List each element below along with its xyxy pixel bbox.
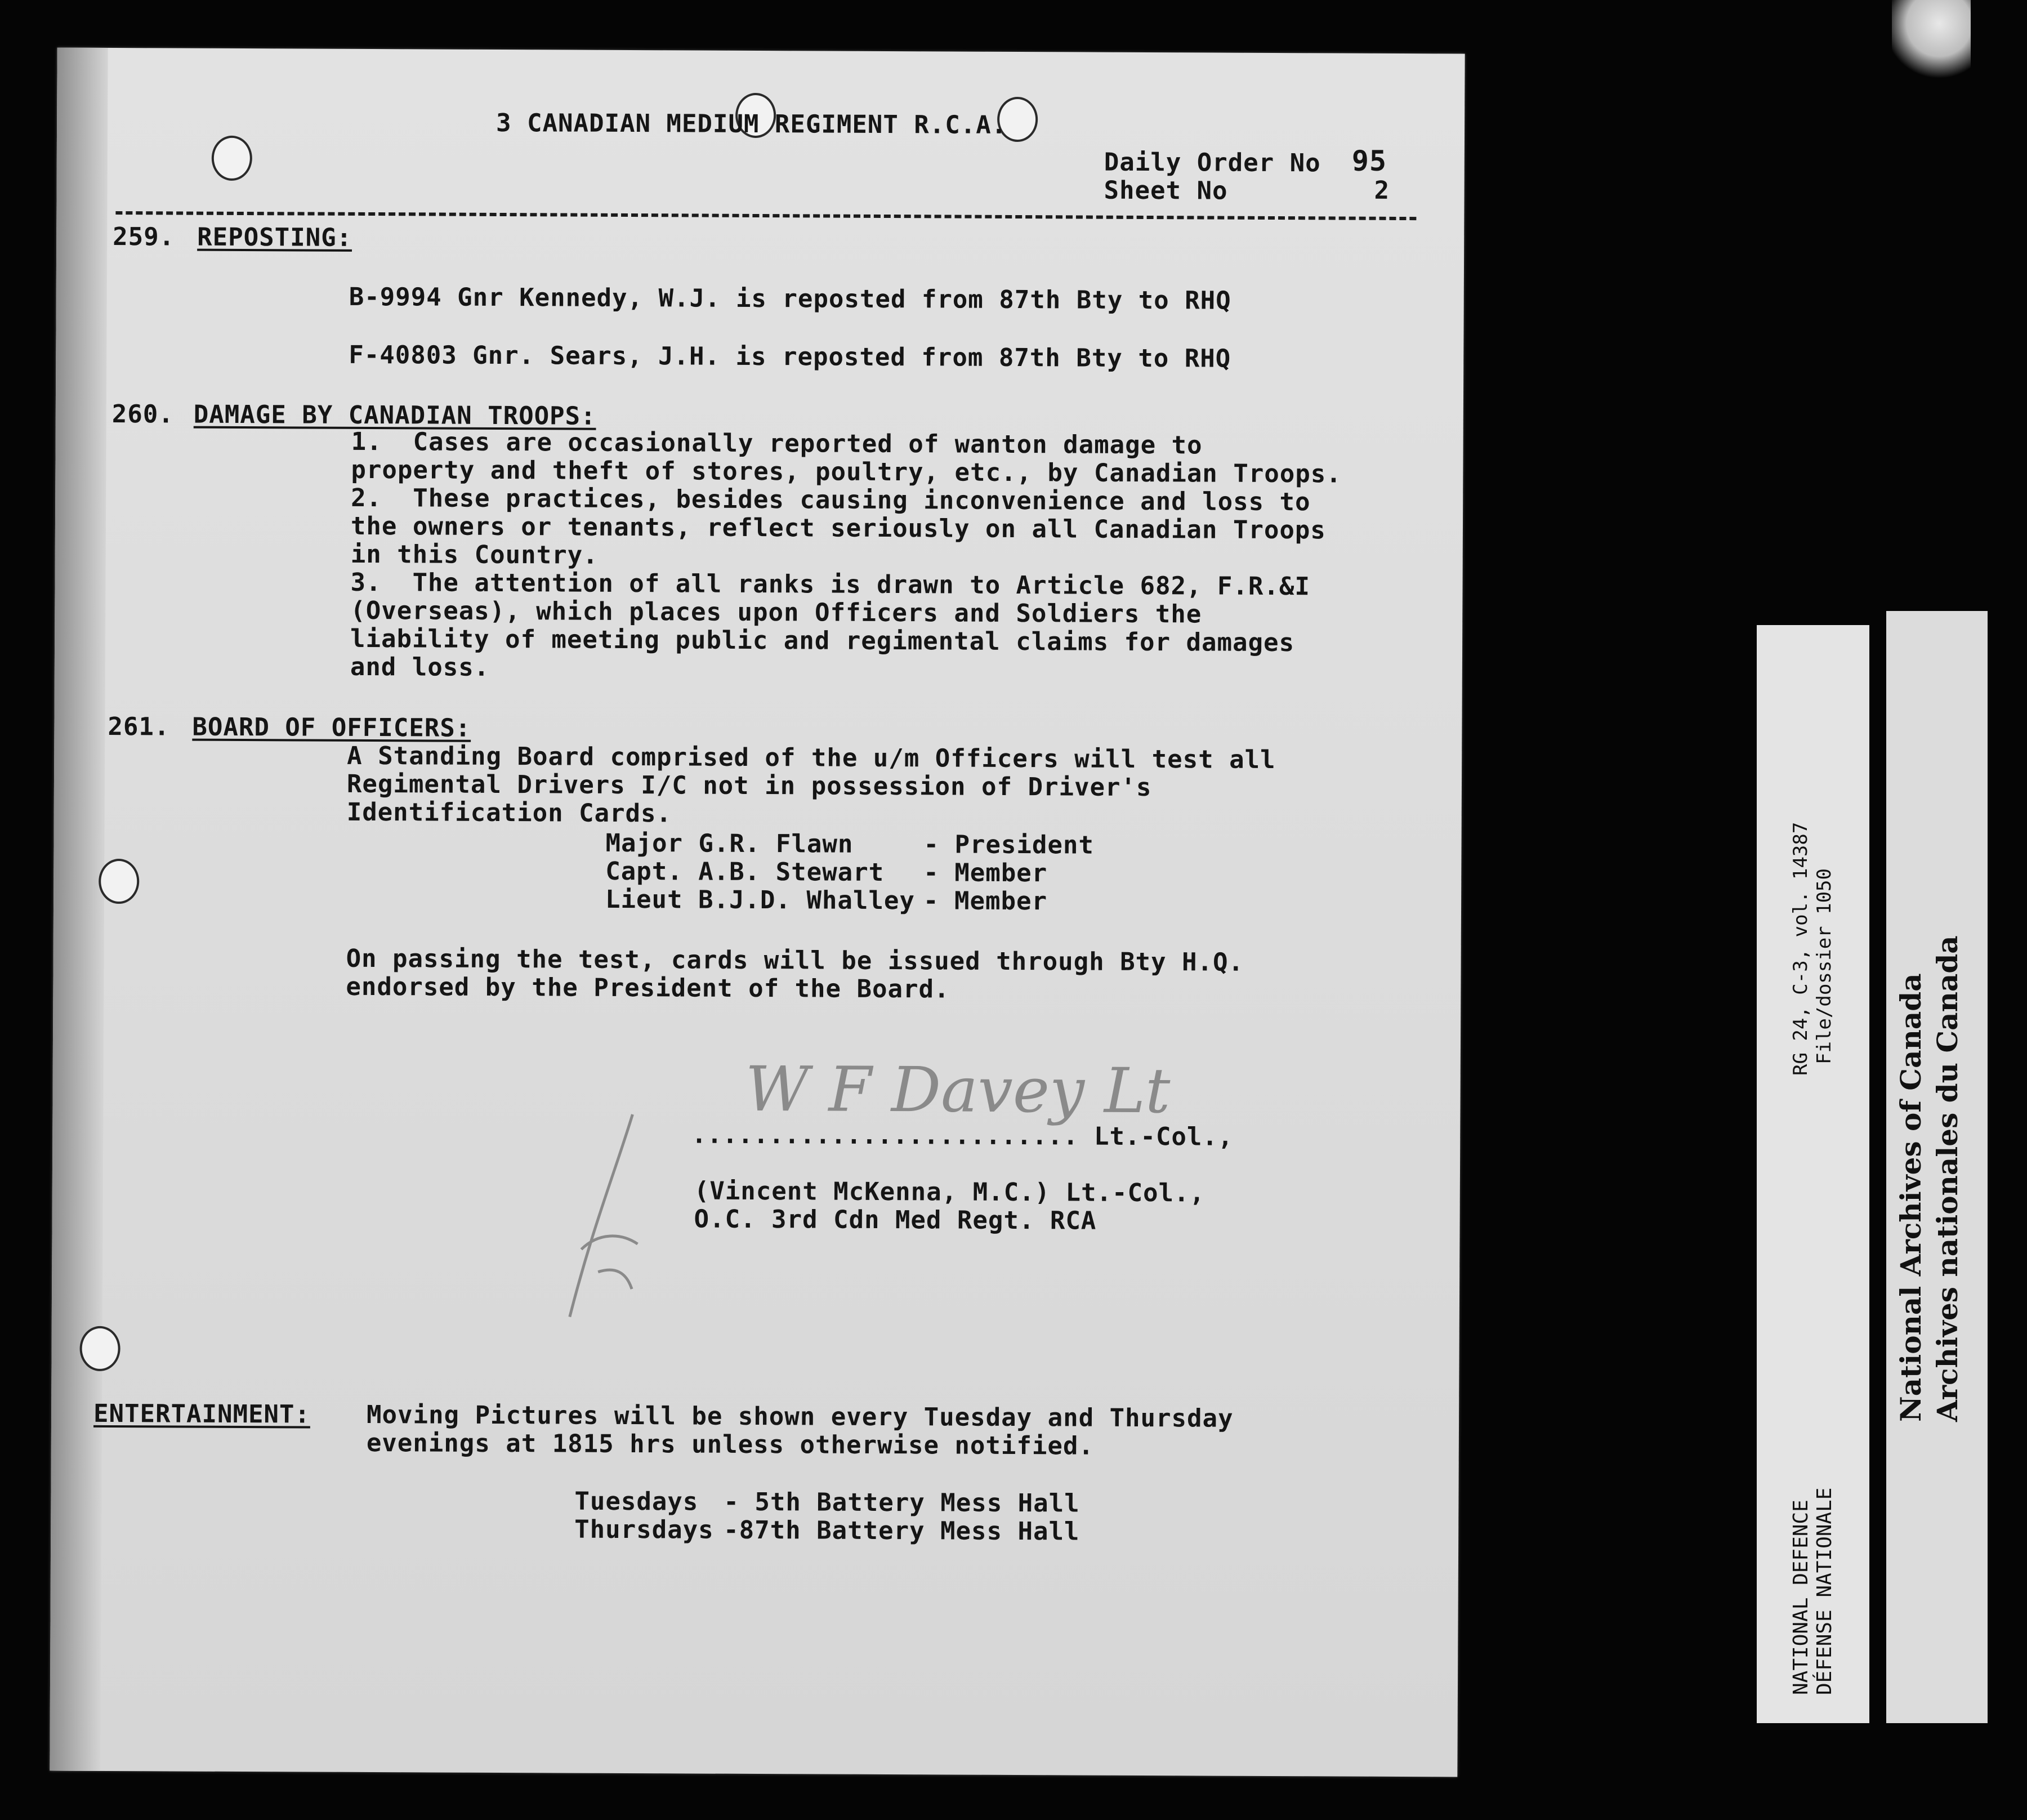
department-line: DÉFENSE NATIONALE [1813, 1487, 1836, 1695]
body-line: Regimental Drivers I/C not in possession of Driver's [346, 769, 1152, 802]
body-line: Identification Cards. [346, 797, 672, 828]
daily-order-label: Daily Order No [1104, 148, 1321, 178]
body-line: liability of meeting public and regimental claims for damages [350, 624, 1295, 658]
document-page [50, 48, 1465, 1777]
item-heading: DAMAGE BY CANADIAN TROOPS: [193, 400, 596, 431]
film-edge-mark [1892, 0, 1971, 79]
entertainment-heading: ENTERTAINMENT: [93, 1399, 311, 1429]
item-number: 260. [111, 399, 174, 429]
page-fold-shadow [50, 48, 108, 1771]
item-heading: BOARD OF OFFICERS: [192, 712, 471, 743]
schedule-place: - 5th Battery Mess Hall [724, 1487, 1080, 1518]
handwritten-signature: W F Davey Lt [745, 1052, 1171, 1127]
body-line: property and theft of stores, poultry, etc., by Canadian Troops. [351, 455, 1342, 489]
body-line: and loss. [350, 652, 490, 682]
signature-dots-line: ......................... Lt.-Col., [691, 1120, 1234, 1152]
body-line: On passing the test, cards will be issued through Bty H.Q. [346, 944, 1244, 977]
board-member-name: Lieut B.J.D. Whalley [605, 885, 916, 916]
schedule-day: Thursdays [574, 1515, 714, 1545]
archive-reference-line: RG 24, C-3, vol. 14387 [1789, 822, 1812, 1076]
board-member-name: Capt. A.B. Stewart [605, 857, 885, 887]
daily-order-number: 95 [1351, 144, 1387, 177]
board-member-role: - Member [923, 886, 1048, 916]
reposting-line: F-40803 Gnr. Sears, J.H. is reposted from 87th Bty to RHQ [349, 340, 1231, 373]
entertainment-line: Moving Pictures will be shown every Tuesday and Thursday [366, 1400, 1234, 1433]
punch-hole-middle [99, 859, 139, 904]
signature-unit-line: O.C. 3rd Cdn Med Regt. RCA [694, 1205, 1097, 1235]
body-line: in this Country. [350, 539, 599, 570]
archive-reference-line: File/dossier 1050 [1813, 868, 1836, 1064]
board-member-role: - Member [923, 858, 1048, 888]
body-line: A Standing Board comprised of the u/m Officers will test all [347, 741, 1276, 775]
item-heading: REPOSTING: [197, 222, 352, 252]
archive-reference-label [1757, 625, 1869, 1723]
schedule-day: Tuesdays [574, 1487, 699, 1516]
body-line: 2. These practices, besides causing inconvenience and loss to [351, 483, 1311, 517]
entertainment-line: evenings at 1815 hrs unless otherwise notified. [366, 1428, 1095, 1461]
archives-name-line: National Archives of Canada [1894, 973, 1927, 1422]
header-rule [115, 211, 1416, 220]
handwritten-for-mark [547, 1103, 661, 1340]
body-line: 1. Cases are occasionally reported of wanton damage to [351, 427, 1203, 460]
board-member-role: - President [923, 830, 1095, 860]
item-number: 261. [108, 712, 170, 742]
sheet-label: Sheet No [1104, 176, 1228, 206]
body-line: 3. The attention of all ranks is drawn to Article 682, F.R.&I [350, 568, 1311, 601]
item-number: 259. [113, 222, 175, 252]
signature-name-line: (Vincent McKenna, M.C.) Lt.-Col., [694, 1176, 1206, 1208]
body-line: the owners or tenants, reflect seriously on all Canadian Troops [350, 511, 1326, 545]
punch-hole-top [212, 136, 252, 181]
archives-name-line: Archives nationales du Canada [1931, 935, 1964, 1422]
regiment-title: 3 CANADIAN MEDIUM REGIMENT R.C.A. [495, 108, 1007, 140]
body-line: endorsed by the President of the Board. [346, 972, 950, 1004]
punch-hole-bottom [79, 1326, 120, 1371]
national-archives-label [1886, 611, 1988, 1723]
board-member-name: Major G.R. Flawn [605, 828, 854, 859]
schedule-place: -87th Battery Mess Hall [724, 1515, 1080, 1546]
reposting-line: B-9994 Gnr Kennedy, W.J. is reposted from 87th Bty to RHQ [349, 282, 1231, 315]
department-line: NATIONAL DEFENCE [1789, 1500, 1812, 1695]
body-line: (Overseas), which places upon Officers and Soldiers the [350, 596, 1202, 629]
sheet-number: 2 [1374, 176, 1390, 205]
